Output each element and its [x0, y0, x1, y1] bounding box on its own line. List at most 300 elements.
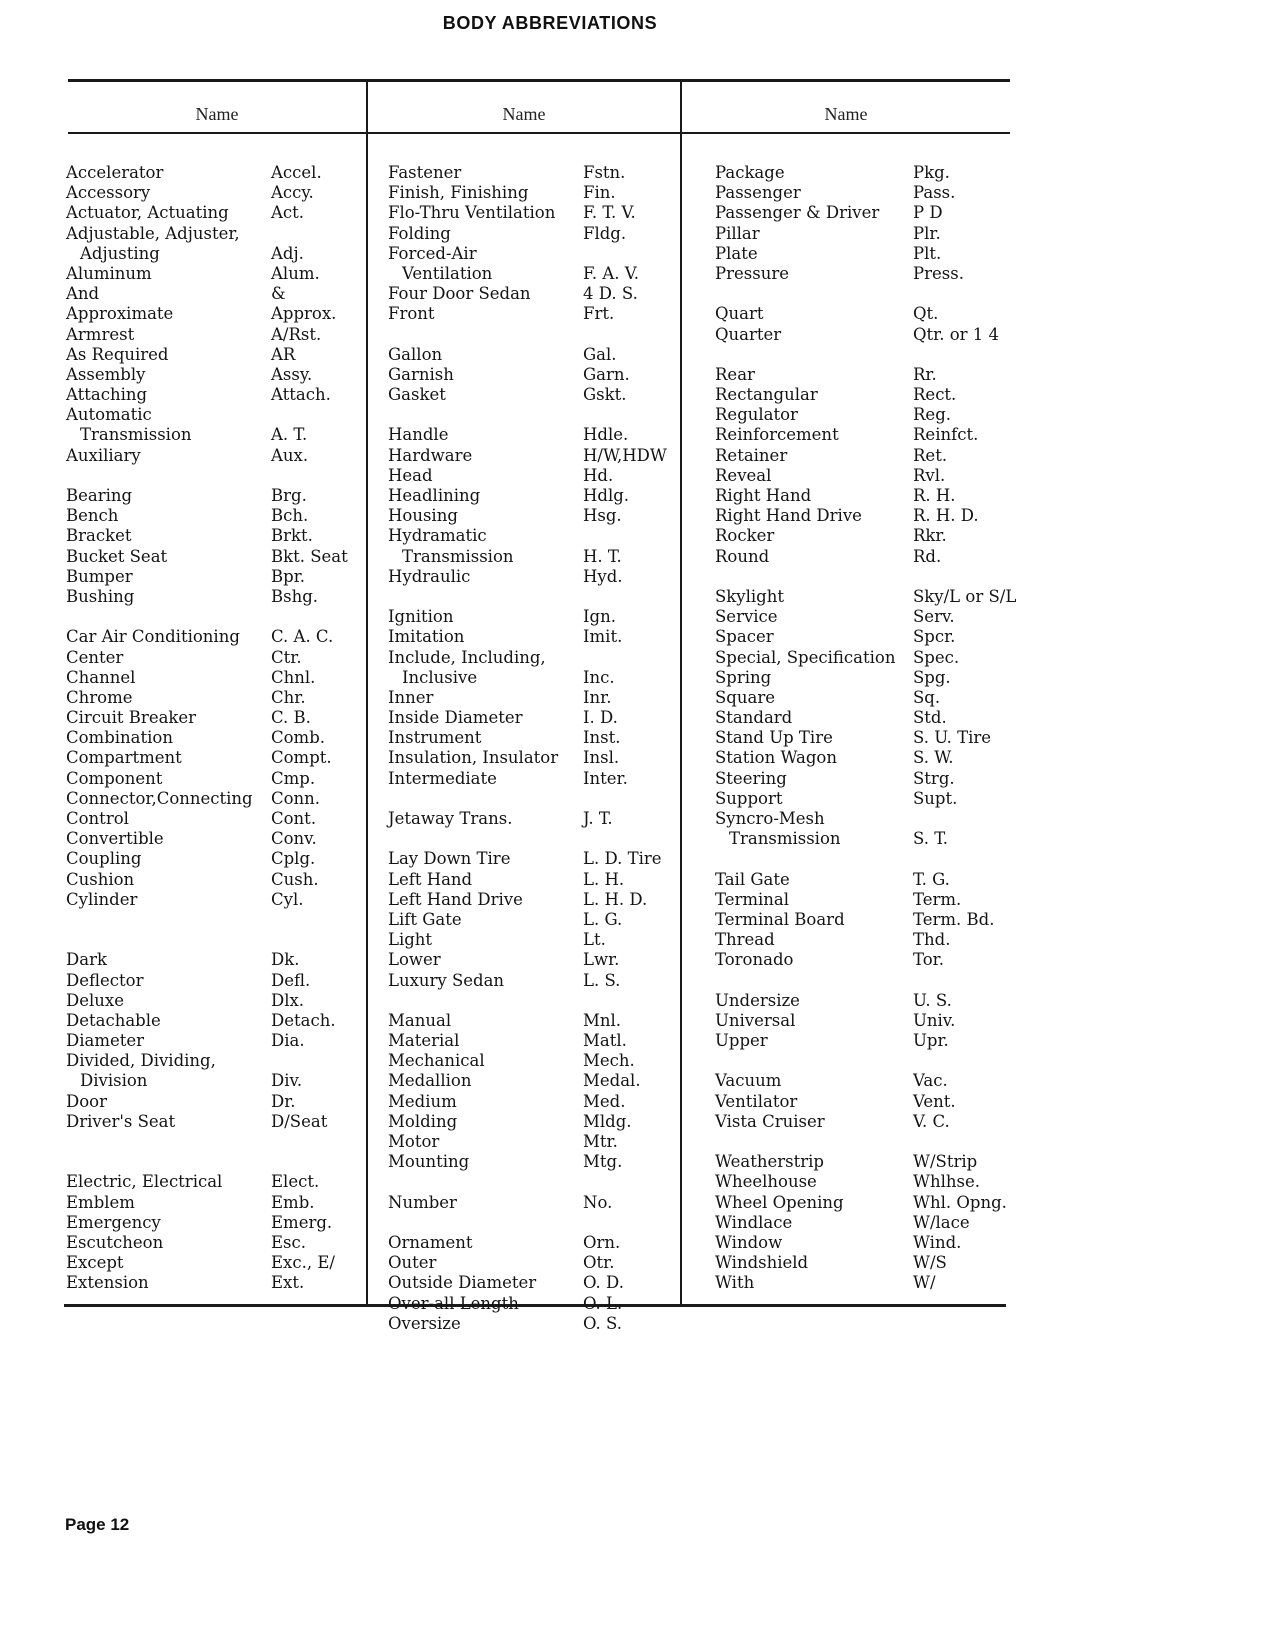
term-name: Cylinder	[66, 889, 138, 909]
table-row	[388, 971, 680, 991]
term-abbreviation: 4 D. S.	[583, 284, 638, 304]
term-name: Material	[388, 1031, 460, 1051]
term-name: Except	[66, 1253, 124, 1273]
table-row	[715, 991, 1035, 1011]
term-name: Diameter	[66, 1031, 145, 1051]
table-row	[715, 405, 1035, 425]
term-name: Bucket Seat	[66, 546, 168, 566]
table-row	[715, 547, 1035, 567]
table-row	[388, 1031, 680, 1051]
term-abbreviation: Ign.	[583, 607, 616, 627]
table-row	[388, 930, 680, 950]
term-name: Actuator, Actuating	[66, 203, 229, 223]
term-abbreviation: Inc.	[583, 667, 615, 687]
term-abbreviation: Bch.	[271, 506, 309, 526]
term-name: Driver's Seat	[66, 1111, 176, 1131]
table-row	[715, 224, 1035, 244]
table-row	[388, 325, 680, 345]
table-row	[388, 1193, 680, 1213]
term-name: Luxury Sedan	[388, 970, 505, 990]
term-abbreviation: Brkt.	[271, 526, 313, 546]
table-row	[715, 870, 1035, 890]
table-row	[715, 1011, 1035, 1031]
table-row	[715, 526, 1035, 546]
term-abbreviation: Cmp.	[271, 768, 316, 788]
table-row	[388, 425, 680, 445]
table-row	[66, 950, 366, 970]
term-name: Left Hand	[388, 869, 473, 889]
term-name: Front	[388, 304, 435, 324]
term-name: Accelerator	[66, 163, 164, 182]
term-name: Hardware	[388, 445, 473, 465]
term-abbreviation: U. S.	[913, 990, 952, 1010]
term-abbreviation: Gal.	[583, 344, 617, 364]
term-name: Compartment	[66, 748, 182, 768]
term-abbreviation: Rd.	[913, 546, 942, 566]
term-name: Quarter	[715, 324, 782, 344]
term-name: Rectangular	[715, 385, 818, 405]
term-name: Emblem	[66, 1192, 135, 1212]
table-row	[715, 183, 1035, 203]
term-abbreviation: Whl. Opng.	[913, 1192, 1007, 1212]
term-name: Cushion	[66, 869, 135, 889]
term-abbreviation: Vac.	[913, 1071, 948, 1091]
term-name: Circuit Breaker	[66, 708, 197, 728]
term-abbreviation: Spec.	[913, 647, 960, 667]
term-name: Fastener	[388, 163, 462, 182]
term-abbreviation: Supt.	[913, 788, 958, 808]
table-row	[715, 668, 1035, 688]
term-abbreviation: Elect.	[271, 1172, 320, 1192]
term-abbreviation: Comb.	[271, 728, 326, 748]
term-abbreviation: W/S	[913, 1253, 947, 1273]
table-row	[388, 991, 680, 1011]
term-abbreviation: O. L.	[583, 1293, 623, 1313]
term-abbreviation: Inter.	[583, 768, 628, 788]
term-abbreviation: F. A. V.	[583, 263, 640, 283]
table-row	[715, 849, 1035, 869]
table-row	[388, 385, 680, 405]
term-abbreviation: H. T.	[583, 546, 622, 566]
term-name: Chrome	[66, 687, 133, 707]
term-abbreviation: L. S.	[583, 970, 621, 990]
term-abbreviation: L. D. Tire	[583, 849, 662, 869]
table-row	[66, 1011, 366, 1031]
table-row	[66, 1253, 366, 1273]
term-name: Weatherstrip	[715, 1152, 824, 1172]
term-name: Emergency	[66, 1212, 161, 1232]
term-abbreviation: Med.	[583, 1091, 626, 1111]
term-name: Undersize	[715, 990, 800, 1010]
term-abbreviation: Fstn.	[583, 163, 626, 182]
table-row	[715, 1071, 1035, 1091]
table-row	[388, 244, 680, 264]
term-name: Electric, Electrical	[66, 1172, 223, 1192]
term-name: Plate	[715, 243, 758, 263]
term-abbreviation: Div.	[271, 1071, 303, 1091]
table-top-rule	[68, 79, 1010, 82]
term-abbreviation: Rect.	[913, 385, 957, 405]
term-name: Lower	[388, 950, 441, 970]
term-abbreviation: Sky/L or S/L	[913, 586, 1017, 606]
table-row	[66, 1051, 366, 1071]
table-row	[388, 748, 680, 768]
table-row	[715, 829, 1035, 849]
table-row	[715, 809, 1035, 829]
table-row	[388, 1253, 680, 1273]
table-row	[388, 1092, 680, 1112]
term-abbreviation: Hdle.	[583, 425, 629, 445]
abbreviation-column-1	[66, 163, 366, 1294]
term-name: Bushing	[66, 586, 135, 606]
table-row	[66, 486, 366, 506]
term-abbreviation: Act.	[271, 203, 305, 223]
table-row	[715, 385, 1035, 405]
term-abbreviation: Adj.	[271, 243, 304, 263]
page-number: Page 12	[65, 1515, 130, 1534]
term-name: Jetaway Trans.	[388, 809, 513, 828]
term-name: Hydramatic	[388, 526, 487, 546]
term-name: Over-all Length	[388, 1293, 519, 1313]
term-name: Windlace	[715, 1212, 793, 1232]
term-name: Wheel Opening	[715, 1192, 844, 1212]
term-abbreviation: &	[271, 284, 286, 304]
header-bottom-rule	[68, 132, 1010, 134]
table-row	[66, 849, 366, 869]
term-name: Wheelhouse	[715, 1172, 817, 1192]
term-name: Mounting	[388, 1152, 470, 1172]
table-row	[715, 648, 1035, 668]
term-name: Assembly	[66, 364, 146, 384]
term-name: Combination	[66, 728, 173, 748]
term-name: Stand Up Tire	[715, 728, 833, 748]
term-name: Special, Specification	[715, 647, 896, 667]
table-row	[715, 264, 1035, 284]
table-row	[388, 345, 680, 365]
term-abbreviation: Plt.	[913, 243, 942, 263]
term-name: Headlining	[388, 486, 481, 505]
term-abbreviation: Accel.	[271, 163, 322, 182]
table-row	[66, 1233, 366, 1253]
term-name: Outside Diameter	[388, 1273, 537, 1293]
term-name: Deluxe	[66, 990, 124, 1010]
term-name: Forced-Air	[388, 243, 477, 263]
term-abbreviation: Mtg.	[583, 1152, 623, 1172]
term-abbreviation: Brg.	[271, 486, 307, 505]
term-abbreviation: Matl.	[583, 1031, 627, 1051]
table-row	[388, 849, 680, 869]
term-abbreviation: Fldg.	[583, 223, 627, 243]
term-name: Transmission	[729, 829, 841, 849]
table-row	[388, 1112, 680, 1132]
table-row	[66, 1193, 366, 1213]
table-row	[715, 1112, 1035, 1132]
term-abbreviation: V. C.	[913, 1111, 950, 1131]
table-row	[715, 748, 1035, 768]
table-row	[715, 345, 1035, 365]
table-row	[66, 789, 366, 809]
term-name: Bearing	[66, 486, 133, 505]
table-row	[715, 1092, 1035, 1112]
table-row	[715, 930, 1035, 950]
term-name: Ornament	[388, 1232, 473, 1252]
table-row	[66, 224, 366, 244]
term-abbreviation: C. A. C.	[271, 627, 334, 647]
table-row	[388, 547, 680, 567]
term-name: Outer	[388, 1253, 437, 1273]
table-row	[388, 1273, 680, 1293]
table-row	[66, 446, 366, 466]
table-row	[715, 890, 1035, 910]
term-name: Car Air Conditioning	[66, 627, 240, 647]
term-name: Mechanical	[388, 1051, 485, 1071]
term-name: Transmission	[402, 546, 514, 566]
term-name: Handle	[388, 425, 449, 445]
term-abbreviation: Detach.	[271, 1010, 336, 1030]
term-abbreviation: Imit.	[583, 627, 623, 647]
term-abbreviation: Dia.	[271, 1031, 305, 1051]
term-abbreviation: Pass.	[913, 183, 956, 203]
table-row	[66, 668, 366, 688]
term-name: Component	[66, 768, 163, 788]
term-name: Window	[715, 1232, 783, 1252]
table-row	[66, 728, 366, 748]
table-row	[715, 1051, 1035, 1071]
table-row	[66, 809, 366, 829]
term-abbreviation: No.	[583, 1192, 613, 1212]
term-abbreviation: S. T.	[913, 829, 949, 849]
term-name: Ventilator	[715, 1091, 798, 1111]
column-divider-1	[366, 80, 368, 1306]
term-name: Rear	[715, 364, 755, 384]
term-name: Vista Cruiser	[715, 1111, 825, 1131]
term-name: Medallion	[388, 1071, 472, 1091]
term-name: Pressure	[715, 263, 789, 283]
term-abbreviation: Approx.	[271, 304, 337, 324]
term-name: Head	[388, 465, 433, 485]
table-row	[66, 1031, 366, 1051]
term-abbreviation: Sq.	[913, 687, 941, 707]
table-row	[388, 1051, 680, 1071]
term-abbreviation: Conv.	[271, 829, 317, 849]
table-row	[388, 809, 680, 829]
term-abbreviation: Plr.	[913, 223, 941, 243]
term-name: Aluminum	[66, 263, 152, 283]
table-row	[715, 284, 1035, 304]
term-name: Left Hand Drive	[388, 889, 523, 909]
term-abbreviation: W/lace	[913, 1212, 970, 1232]
table-row	[66, 1273, 366, 1293]
table-row	[715, 971, 1035, 991]
table-row	[388, 183, 680, 203]
table-row	[388, 1071, 680, 1091]
term-abbreviation: D/Seat	[271, 1111, 328, 1131]
term-abbreviation: Tor.	[913, 950, 944, 970]
table-row	[388, 526, 680, 546]
term-abbreviation: Mech.	[583, 1051, 635, 1071]
table-row	[715, 325, 1035, 345]
table-row	[715, 163, 1035, 183]
term-name: Convertible	[66, 829, 164, 849]
term-abbreviation: Cyl.	[271, 889, 304, 909]
term-name: Skylight	[715, 586, 784, 606]
term-name: Detachable	[66, 1010, 161, 1030]
term-abbreviation: L. G.	[583, 909, 623, 929]
term-abbreviation: Cush.	[271, 869, 319, 889]
term-name: Gallon	[388, 344, 443, 364]
term-name: Extension	[66, 1273, 149, 1293]
term-name: Molding	[388, 1111, 458, 1131]
table-row	[66, 264, 366, 284]
term-abbreviation: Univ.	[913, 1010, 956, 1030]
table-row	[715, 1031, 1035, 1051]
term-abbreviation: Lwr.	[583, 950, 620, 970]
table-row	[715, 365, 1035, 385]
term-abbreviation: Term. Bd.	[913, 909, 995, 929]
table-row	[66, 648, 366, 668]
table-row	[388, 1132, 680, 1152]
term-abbreviation: Exc., E/	[271, 1253, 335, 1273]
term-abbreviation: Hyd.	[583, 566, 623, 586]
table-row	[388, 627, 680, 647]
table-row	[66, 183, 366, 203]
term-name: Approximate	[66, 304, 174, 324]
term-name: Ignition	[388, 607, 454, 627]
term-name: Inclusive	[402, 667, 478, 687]
term-abbreviation: J. T.	[583, 809, 613, 828]
term-abbreviation: Strg.	[913, 768, 955, 788]
table-row	[388, 910, 680, 930]
table-row	[715, 950, 1035, 970]
page-title: BODY ABBREVIATIONS	[442, 13, 658, 33]
term-abbreviation: Spcr.	[913, 627, 956, 647]
term-name: Light	[388, 930, 433, 950]
term-abbreviation: Garn.	[583, 364, 630, 384]
table-row	[715, 1273, 1035, 1293]
term-abbreviation: Lt.	[583, 930, 606, 950]
term-abbreviation: Hd.	[583, 465, 614, 485]
term-abbreviation: R. H.	[913, 486, 956, 505]
term-name: Vacuum	[715, 1071, 782, 1091]
term-abbreviation: Assy.	[271, 364, 313, 384]
term-name: Upper	[715, 1031, 768, 1051]
term-abbreviation: Mldg.	[583, 1111, 632, 1131]
term-name: Toronado	[715, 950, 794, 970]
term-name: Package	[715, 163, 785, 182]
term-abbreviation: Accy.	[271, 183, 314, 203]
table-row	[66, 1132, 366, 1152]
table-row	[388, 587, 680, 607]
term-abbreviation: Bpr.	[271, 566, 306, 586]
term-abbreviation: Term.	[913, 889, 962, 909]
term-abbreviation: Gskt.	[583, 385, 627, 405]
term-name: Control	[66, 809, 129, 828]
term-abbreviation: Wind.	[913, 1232, 962, 1252]
term-name: Bracket	[66, 526, 132, 546]
table-row	[388, 668, 680, 688]
column-header-2: Name	[502, 104, 546, 124]
table-row	[715, 466, 1035, 486]
term-name: Retainer	[715, 445, 788, 465]
term-name: Division	[80, 1071, 148, 1091]
term-abbreviation: P D	[913, 203, 943, 223]
term-abbreviation: Spg.	[913, 667, 951, 687]
term-name: Housing	[388, 506, 458, 526]
table-row	[66, 769, 366, 789]
term-abbreviation: O. D.	[583, 1273, 624, 1293]
table-row	[715, 910, 1035, 930]
table-row	[715, 1172, 1035, 1192]
table-row	[66, 425, 366, 445]
term-name: Syncro-Mesh	[715, 809, 825, 828]
term-name: As Required	[66, 344, 169, 364]
term-abbreviation: Insl.	[583, 748, 620, 768]
table-row	[715, 607, 1035, 627]
term-abbreviation: F. T. V.	[583, 203, 636, 223]
term-abbreviation: Inr.	[583, 687, 612, 707]
table-row	[715, 1152, 1035, 1172]
table-row	[66, 547, 366, 567]
table-row	[715, 567, 1035, 587]
term-abbreviation: W/Strip	[913, 1152, 978, 1172]
term-abbreviation: Dk.	[271, 950, 300, 970]
table-row	[388, 728, 680, 748]
table-row	[715, 1213, 1035, 1233]
term-name: Accessory	[66, 183, 151, 203]
term-name: Attaching	[66, 385, 148, 405]
table-row	[66, 1213, 366, 1233]
table-row	[388, 688, 680, 708]
term-name: Passenger	[715, 183, 801, 203]
term-abbreviation: Inst.	[583, 728, 621, 748]
table-row	[66, 1152, 366, 1172]
table-row	[66, 506, 366, 526]
term-abbreviation: I. D.	[583, 708, 618, 728]
term-name: Thread	[715, 930, 775, 950]
term-abbreviation: Reinfct.	[913, 425, 979, 445]
table-row	[388, 466, 680, 486]
term-name: Square	[715, 687, 775, 707]
term-name: Regulator	[715, 405, 798, 425]
table-row	[715, 789, 1035, 809]
table-row	[715, 304, 1035, 324]
table-row	[388, 829, 680, 849]
term-abbreviation: Cplg.	[271, 849, 316, 869]
term-name: Oversize	[388, 1313, 461, 1333]
term-name: Divided, Dividing,	[66, 1051, 216, 1071]
term-name: Transmission	[80, 425, 192, 445]
term-name: Manual	[388, 1010, 452, 1030]
table-row	[715, 769, 1035, 789]
term-abbreviation: A. T.	[271, 425, 308, 445]
term-abbreviation: Hsg.	[583, 506, 622, 526]
table-row	[715, 1233, 1035, 1253]
term-name: Number	[388, 1192, 457, 1212]
term-name: Tail Gate	[715, 869, 790, 889]
table-row	[388, 789, 680, 809]
term-name: Gasket	[388, 385, 446, 405]
table-row	[388, 1011, 680, 1031]
term-name: Four Door Sedan	[388, 284, 531, 304]
term-abbreviation: Qt.	[913, 304, 939, 324]
term-abbreviation: Ext.	[271, 1273, 305, 1293]
term-name: Service	[715, 607, 778, 627]
term-abbreviation: Bshg.	[271, 586, 319, 606]
term-abbreviation: Vent.	[913, 1091, 956, 1111]
term-name: Support	[715, 788, 783, 808]
term-name: Passenger & Driver	[715, 203, 880, 223]
table-row	[388, 890, 680, 910]
